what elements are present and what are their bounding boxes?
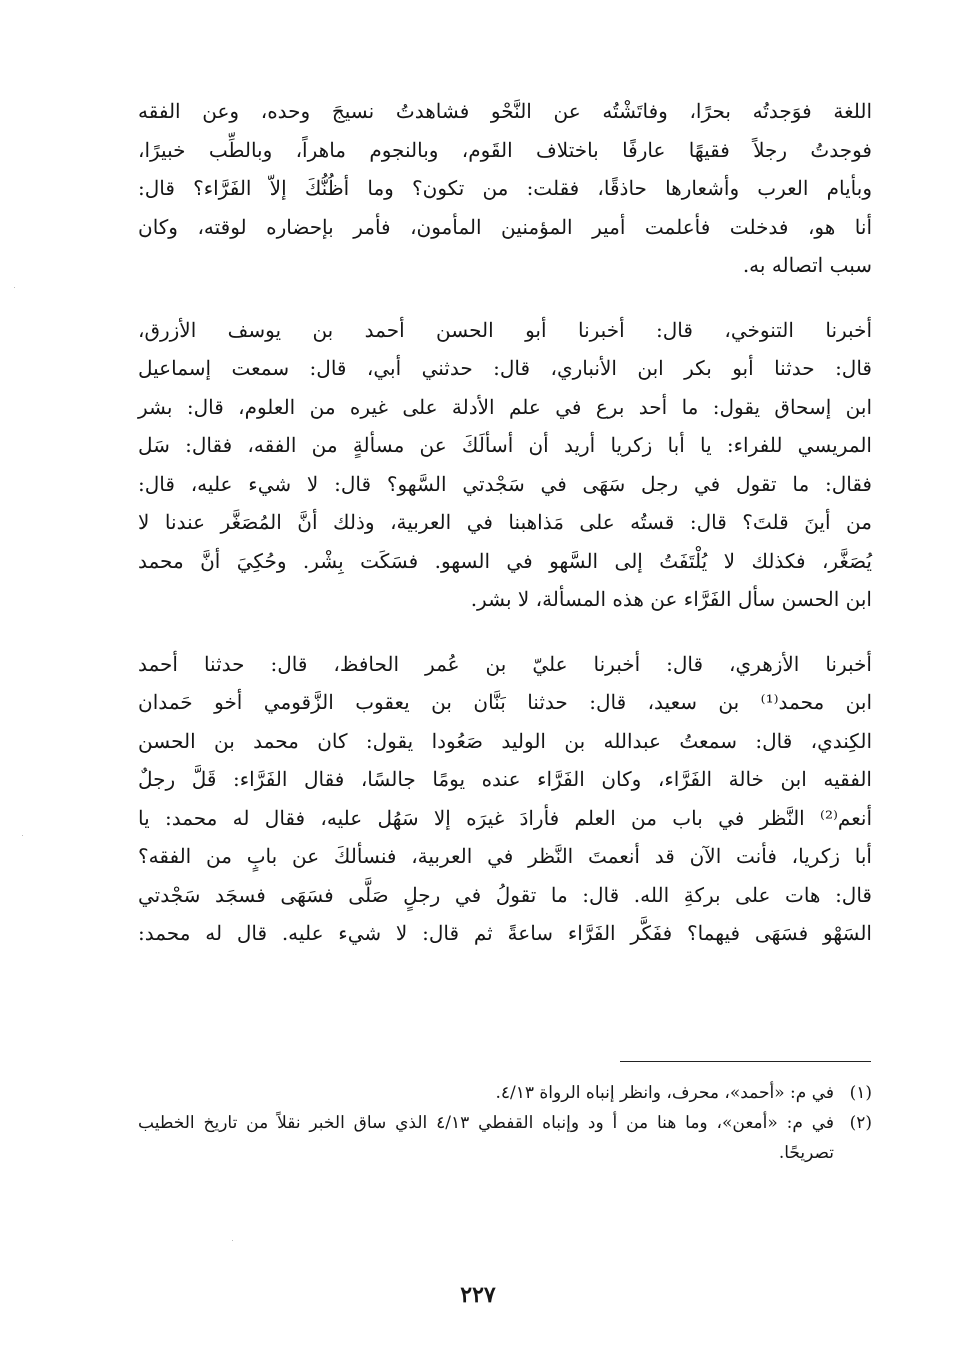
text-line: ابن إسحاق يقول: ما أحد برع في علم الأدلة على غيره من العلوم، قال: بشر bbox=[138, 394, 872, 419]
footnote-number: (٢) bbox=[849, 1113, 872, 1133]
footnote-text: في م: «أحمد»، محرف، وانظر إنباه الرواة ٤/١٣. bbox=[495, 1083, 834, 1103]
main-text bbox=[138, 92, 872, 953]
text-line: أنا هو، فدخلت فأعلمت أمير المؤمنين المأمون، فأمر بإحضاره لوقته، وكان bbox=[138, 214, 872, 239]
footnote-separator bbox=[620, 1061, 871, 1062]
paragraph-3 bbox=[138, 645, 872, 953]
text-line: أنعم⁽²⁾ النَّظر في باب من العلم فأرادَ غيرَه إلا سَهُل عليه، فقال له محمد: يا bbox=[138, 805, 872, 830]
page-number: ٢٢٧ bbox=[460, 1282, 496, 1308]
scan-speck bbox=[232, 1240, 233, 1241]
paragraph-1 bbox=[138, 92, 872, 285]
text-line: الفقيه ابن خالة الفَرَّاء، وكان الفَرَّاء عنده يومًا جالسًا، فقال الفَرَّاء: قَلَّ رجلٌ bbox=[138, 767, 872, 791]
text-line: اللغة فوَجدتُه بحرًا، وفاتَشْتُه عن النَّحْو فشاهدتُ نسيجَ وحده، وعن الفقه bbox=[138, 99, 872, 123]
text-line: من أينَ قلتَ؟ قال: قستُه على مَذاهبنا في العربية، وذلك أنَّ المُصَغَّر عندنا لا bbox=[138, 510, 872, 534]
text-line: سبب اتصاله به. bbox=[742, 253, 872, 277]
text-line: أخبرنا الأزهري، قال: أخبرنا عليّ بن عُمر الحافظ، قال: حدثنا أحمد bbox=[138, 651, 872, 676]
text-line: فوجدتُ رجلاً فقيهًا عارفًا باختلاف القَوم، وبالنجوم ماهراً، وبالطِّب خبيرًا، bbox=[138, 137, 872, 162]
text-line: أبا زكريا، فأنت الآن قد أنعمتَ النَّظر في العربية، فنسألكَ عن بابٍ من الفقه؟ bbox=[138, 844, 872, 868]
text-line: يُصَغَّر، فكذلك لا يُلْتَفَتُ إلى السَّهو في السهو. فسَكَت بِشْر. وحُكِيَ أنَّ محمد bbox=[138, 548, 872, 573]
text-line: قال: هات على بركةِ الله. قال: ما تقولُ في رجلٍ صَلَّى فسَهَى فسجَد سَجْدتي bbox=[138, 882, 872, 907]
text-line: قال: حدثنا أبو بكر ابن الأنباري، قال: حدثني أبي، قال: سمعت إسماعيل bbox=[138, 356, 872, 380]
footnote-2 bbox=[138, 1108, 872, 1168]
text-line: المريسي للفراء: يا أبا زكريا أريد أن أسألَكَ عن مسألةٍ من الفقه، فقال: سَل bbox=[138, 433, 872, 457]
text-line: ابن محمد⁽¹⁾ بن سعيد، قال: حدثنا بَنَّان بن يعقوب الزَّقومي أخو حَمدان bbox=[138, 690, 872, 714]
paragraph-2 bbox=[138, 311, 872, 619]
text-line: السَهْو فسَهَى فيهما؟ ففَكَّر الفَرَّاء ساعةً ثم قال: لا شيء عليه. قال له محمد: bbox=[138, 921, 872, 945]
footnote-number: (١) bbox=[849, 1083, 872, 1103]
text-line: أخبرنا التنوخي، قال: أخبرنا أبو الحسن أحمد بن يوسف الأزرق، bbox=[138, 317, 872, 342]
text-line: وبأيام العرب وأشعارها حاذقًا، فقلت: من تكون؟ وما أظُنُّكَ إلاّ الفَرَّاء؟ قال: bbox=[138, 176, 872, 200]
scan-speck bbox=[14, 287, 15, 288]
scan-speck bbox=[22, 835, 23, 836]
text-line: الكِندي، قال: سمعتُ عبدالله بن الوليد صَعُودا يقول: كان محمد بن الحسن bbox=[138, 728, 872, 753]
text-line: فقال: ما تقول في رجل سَهَى في سَجْدتي السَّهو؟ قال: لا شيء عليه، قال: bbox=[138, 471, 872, 496]
text-line: ابن الحسن سأل الفَرَّاء عن هذه المسألة، لا بشر. bbox=[470, 587, 872, 611]
footnote-1 bbox=[138, 1078, 872, 1108]
footnotes bbox=[138, 1078, 872, 1168]
footnote-text: في م: «أمعن»، وما هنا من أ ود وإنباه القفطي ٤/١٣ الذي ساق الخبر نقلاً من تاريخ الخطيب تصريحًا. bbox=[138, 1113, 835, 1163]
